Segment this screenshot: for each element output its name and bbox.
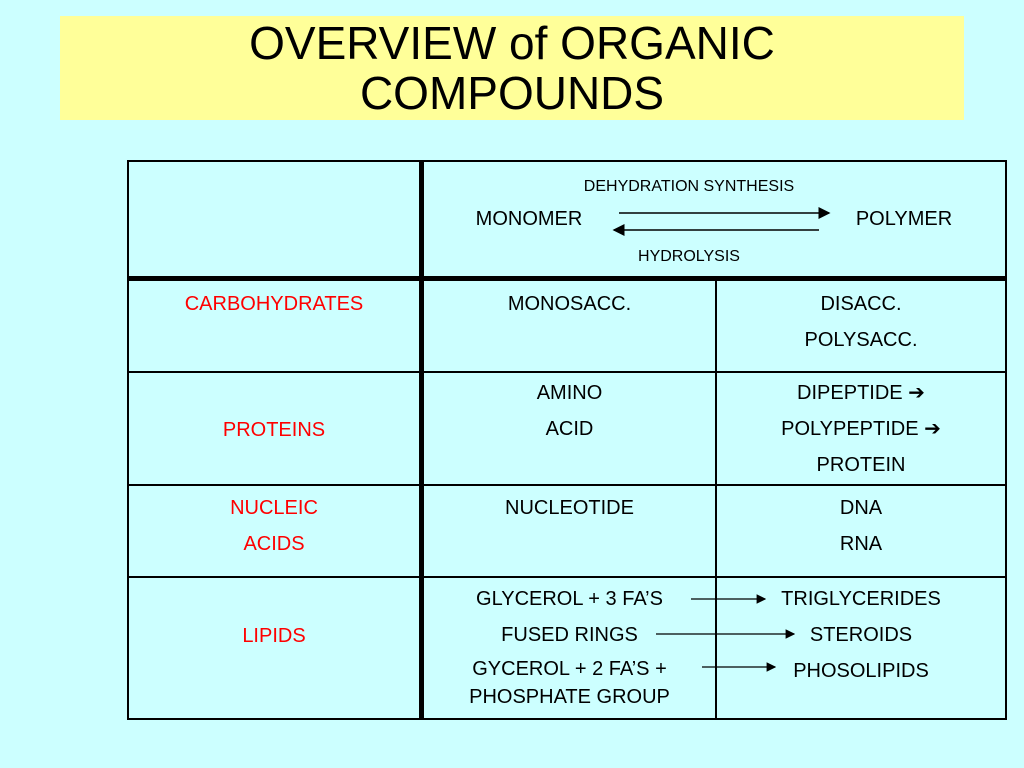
header-hydrolysis-label: HYDROLYSIS xyxy=(638,248,740,265)
nucleotide-text: NUCLEOTIDE xyxy=(505,497,634,519)
dna-text: DNA xyxy=(839,497,883,519)
gycerol-2fa-text: GYCEROL + 2 FA’S + xyxy=(472,658,667,680)
header-dehydration-label: DEHYDRATION SYNTHESIS xyxy=(583,178,795,195)
compounds-table xyxy=(127,160,1007,720)
proteins-label: PROTEINS xyxy=(222,419,326,441)
rna-text: RNA xyxy=(839,533,883,555)
acid-text: ACID xyxy=(545,418,594,440)
phosphate-group-text: PHOSPHATE GROUP xyxy=(469,686,670,708)
protein-text: PROTEIN xyxy=(816,454,906,476)
carbohydrates-label: CARBOHYDRATES xyxy=(184,293,364,315)
monosacc-text: MONOSACC. xyxy=(507,293,632,315)
amino-text: AMINO xyxy=(536,382,603,404)
disacc-text: DISACC. xyxy=(820,293,902,315)
acids-label: ACIDS xyxy=(243,533,305,555)
title-box xyxy=(60,16,964,120)
lipids-label: LIPIDS xyxy=(242,625,306,647)
page-title-line-1: OVERVIEW of ORGANIC xyxy=(249,17,775,69)
glycerol-3fa-text: GLYCEROL + 3 FA’S xyxy=(476,588,663,610)
header-monomer-label: MONOMER xyxy=(475,208,583,230)
polypeptide-text: POLYPEPTIDE ➔ xyxy=(781,418,941,440)
nucleic-label: NUCLEIC xyxy=(230,497,318,519)
steroids-text: STEROIDS xyxy=(809,624,913,646)
page-title-line-2: COMPOUNDS xyxy=(359,67,665,119)
phosolipids-text: PHOSOLIPIDS xyxy=(793,660,929,682)
fused-rings-text: FUSED RINGS xyxy=(501,624,638,646)
triglycerides-text: TRIGLYCERIDES xyxy=(781,588,941,610)
header-polymer-label: POLYMER xyxy=(855,208,953,230)
dipeptide-text: DIPEPTIDE ➔ xyxy=(797,382,925,404)
reaction-arrows xyxy=(129,162,1005,718)
polysacc-text: POLYSACC. xyxy=(804,329,918,351)
